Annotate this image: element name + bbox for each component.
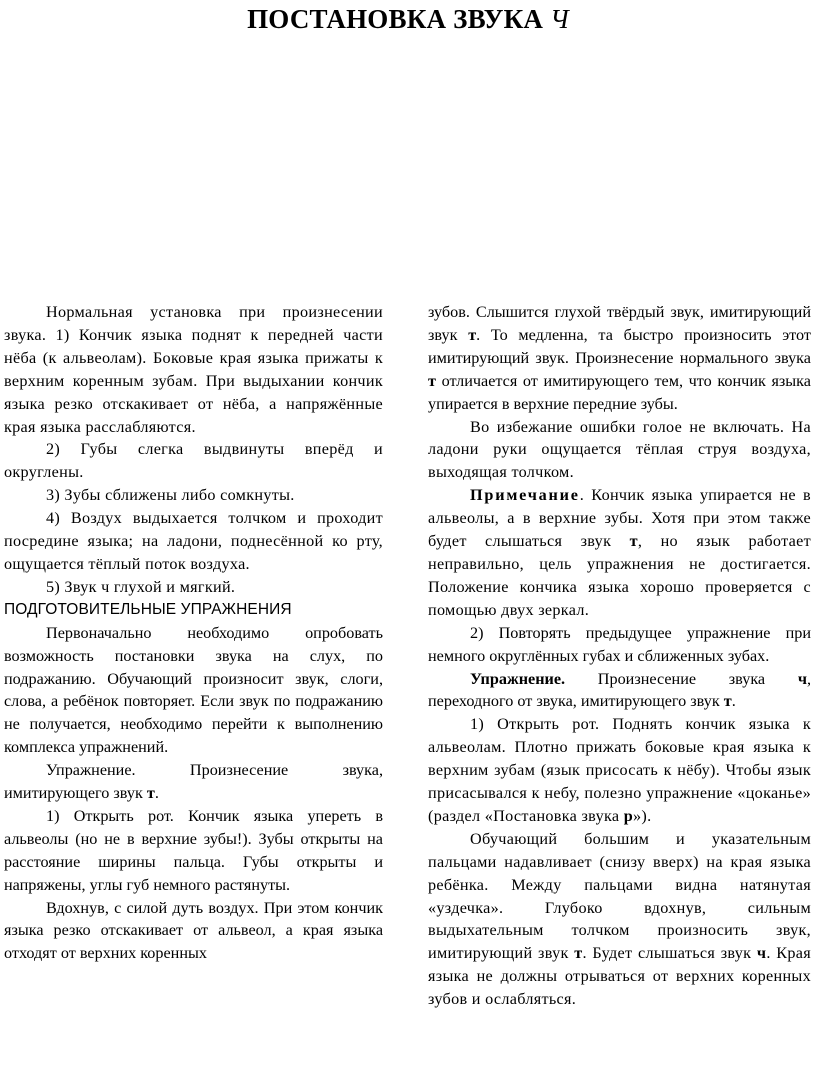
bold-letter: ч	[797, 669, 807, 688]
text: .	[154, 784, 159, 803]
paragraph-sound-type: 5) Звук ч глухой и мягкий.	[46, 577, 236, 596]
bold-letter: т	[574, 944, 583, 963]
text: Упражнение. Произнесение звука, имитирующего звук	[4, 761, 383, 803]
right-column	[428, 301, 811, 1011]
bold-letter: т	[723, 692, 732, 711]
bold-letter: ч	[756, 944, 767, 963]
text: Обучающий большим и указательным пальцами надавливает (снизу вверх) на края языка ребёнка. Между пальцами видна натянутая «уздечка». Глубоко вдохнув, сильным выдыхательным толчком произносить звук, имитирующий звук	[428, 829, 811, 963]
bold-letter: т	[428, 371, 436, 390]
note-label: Примечание	[470, 486, 580, 505]
text: . Будет слышаться звук	[582, 944, 757, 963]
text: »).	[633, 806, 652, 825]
paragraph-normal-position: Нормальная установка при произнесении звука. 1) Кончик языка поднят к передней части нёба (к альвеолам). Боковые края языка прижаты к верхним коренным зубам. При выдыхании кончик языка резко отскакивает от нёба, а напряжённые края языка расслабляются.	[4, 303, 383, 436]
paragraph-exercise-1	[4, 759, 383, 805]
text: зубов. Слышится глухой твёрдый звук, имитирующий звук	[428, 303, 811, 344]
page-title	[0, 4, 816, 35]
text: , переходного от звука, имитирующего звук	[428, 669, 811, 711]
paragraph-repeat: 2) Повторять предыдущее упражнение при немного округлённых губах и сближенных зубах.	[428, 623, 811, 665]
text: отличается от имитирующего тем, что кончик языка упирается в верхние передние зубы.	[428, 371, 811, 413]
paragraph-air: 4) Воздух выдыхается толчком и проходит посредине языка; на ладони, поднесённой ко рту, ощущается тёплый поток воздуха.	[4, 509, 383, 573]
left-column	[4, 301, 383, 965]
section-heading-preparatory: ПОДГОТОВИТЕЛЬНЫЕ УПРАЖНЕНИЯ	[4, 600, 292, 618]
paragraph-avoid-error: Во избежание ошибки голое не включать. На ладони руки ощущается тёплая струя воздуха, выходящая толчком.	[428, 417, 811, 482]
text: Произнесение звука	[565, 669, 798, 688]
paragraph-initial: Первоначально необходимо опробовать возможность постановки звука на слух, по подражанию. Обучающий произносит звук, слоги, слова, а ребёнок повторяет. Если звук по подражанию не получается, необходимо перейти к выполнению комплекса упражнений.	[4, 623, 383, 757]
paragraph-fingers	[428, 828, 811, 1011]
title-letter: Ч	[550, 4, 569, 34]
text: .	[731, 692, 736, 711]
bold-letter: т	[629, 532, 638, 551]
paragraph-step-open-mouth: 1) Открыть рот. Кончик языка упереть в альвеолы (но не в верхние зубы!). Зубы открыты на расстояние ширины пальца. Губы открыты и напряжены, углы губ немного растянуты.	[4, 806, 383, 894]
paragraph-note	[428, 484, 811, 621]
title-main: ПОСТАНОВКА ЗВУКА	[247, 4, 544, 34]
text: 1) Открыть рот. Поднять кончик языка к альвеолам. Плотно прижать боковые края языка к верхним зубам (язык присосать к нёбу). Чтобы язык присасывался к небу, полезно упражнение «цоканье» (раздел «Постановка звука	[428, 715, 811, 825]
text: . Края языка не должны отрываться от верхних коренных зубов и ослабляться.	[428, 944, 811, 1009]
paragraph-step-raise-tongue	[428, 713, 811, 828]
paragraph-lips: 2) Губы слегка выдвинуты вперёд и округлены.	[4, 440, 383, 482]
exercise-label: Упражнение.	[470, 669, 566, 688]
text: . То медленна, та быстро произносить этот имитирующий звук. Произнесение нормального звука	[428, 325, 811, 367]
paragraph-inhale: Вдохнув, с силой дуть воздух. При этом кончик языка резко отскакивает от альвеол, а края языка отходят от верхних коренных	[4, 898, 383, 963]
text: , но язык работает неправильно, цель упражнения не достигается. Положение кончика языка хорошо проверяется с помощью двух зеркал.	[428, 532, 811, 619]
bold-letter: т	[146, 784, 155, 803]
paragraph-teeth: 3) Зубы сближены либо сомкнуты.	[46, 486, 295, 505]
bold-letter: т	[468, 325, 477, 344]
paragraph-exercise-2	[428, 668, 811, 714]
text: . Кончик языка упирается не в альвеолы, а в верхние зубы. Хотя при этом также будет слышаться звук	[428, 486, 811, 551]
bold-letter: р	[623, 806, 634, 825]
paragraph-continued	[428, 301, 811, 416]
